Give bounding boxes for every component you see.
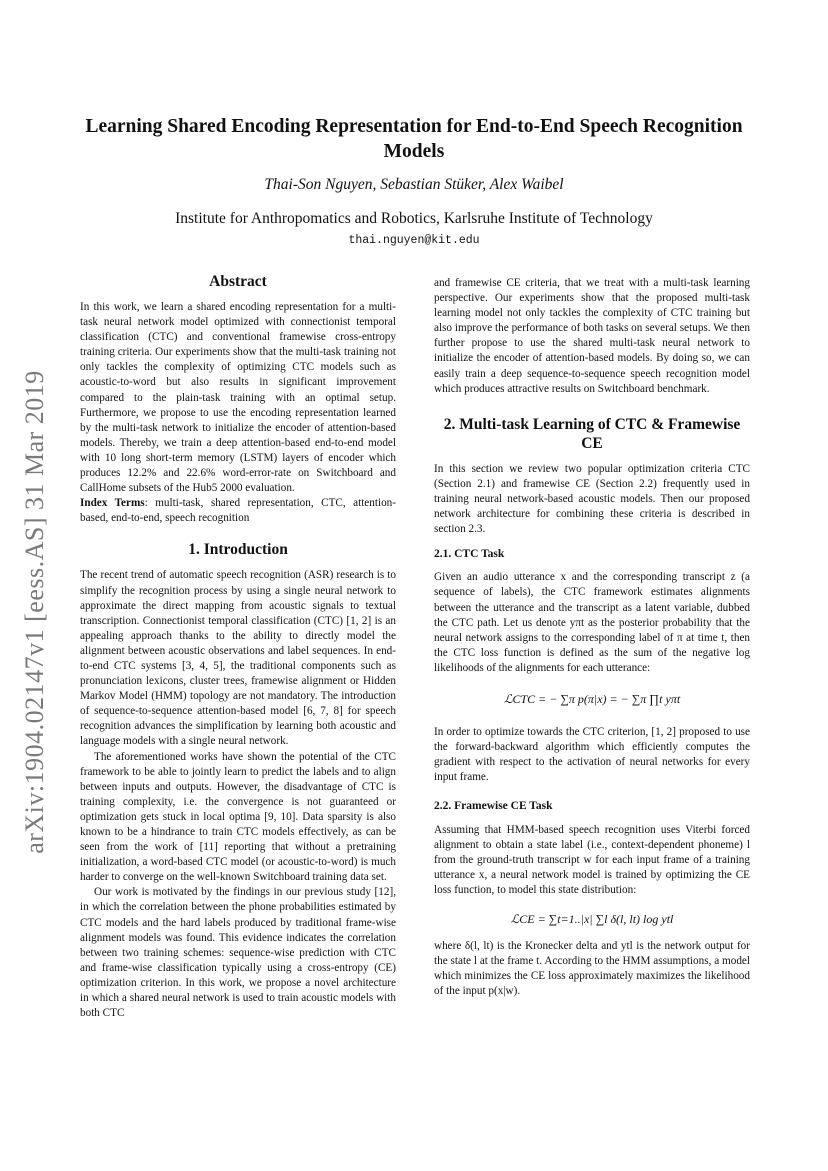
section-2-2-text: Assuming that HMM-based speech recognition uses Viterbi forced alignment to obtain a state label (i.e., context-dependent phoneme) l from the ground-truth transcript w for each input frame of a training utterance x, a neural network model is trained by optimizing the CE loss function, to model this state distribution: — [434, 823, 750, 896]
section-2-1-heading: 2.1. CTC Task — [434, 548, 505, 561]
section-2-text: In this section we review two popular optimization criteria CTC (Section 2.1) and framewise CE (Section 2.2) frequently used in training neural network-based acoustic models. Then our proposed network architecture for combining these criteria is described in section 2.3. — [434, 462, 750, 536]
section-2-2-after: where δ(l, lt) is the Kronecker delta and ytl is the network output for the state l at the frame t. According to the HMM assumptions, a model which minimizes the CE loss approximately maximizes the likelihood of the input p(x|w). — [434, 940, 750, 998]
section-2-2-heading: 2.2. Framewise CE Task — [434, 800, 553, 813]
section-2-1-text: Given an audio utterance x and the corresponding transcript z (a sequence of labels), the CTC framework estimates alignments between the utterance and the transcript as a latent variable, dubbed the CTC path. Let us denote yπt as the posterior probability that the neural network assigns to the corresponding label of π at time t, then the CTC loss function is defined as the sum of the negative log likelihoods of the alignments for each utterance: — [434, 571, 750, 674]
section-2-heading: 2. Multi-task Learning of CTC & Framewise CE — [443, 415, 741, 452]
abstract-heading: Abstract — [209, 273, 267, 290]
paper-title: Learning Shared Encoding Representation for End-to-End Speech Recognition Models — [85, 116, 743, 162]
arxiv-side-stamp — [10, 352, 60, 872]
paper-affiliation: Institute for Anthropomatics and Robotics, Karlsruhe Institute of Technology — [175, 210, 653, 227]
intro-continuation: and framewise CE criteria, that we treat with a multi-task learning perspective. Our experiments show that the proposed multi-task learning model not only tackles the complexity of CTC training but also improve the performance of both tasks on several setups. We then further propose to use the shared multi-task neural network to initialize the encoder of attention-based models. By doing so, we can easily train a deep sequence-to-sequence speech recognition model which produces attractive results on Switchboard benchmark. — [434, 277, 750, 395]
intro-heading: 1. Introduction — [188, 541, 288, 559]
intro-paragraph-1: The recent trend of automatic speech recognition (ASR) research is to simplify the recognition process by using a single neural network to approximate the direct mapping from acoustic signals to textual transcription. Connectionist temporal classification (CTC) [1, 2] is an appealing approach thanks to the ability to directly model the alignment between acoustic observations and label sequences. In end-to-end CTC systems [3, 4, 5], the traditional components such as pronunciation lexicons, cluster trees, framewise alignment or Hidden Markov Model (HMM) topology are not mandatory. The introduction of sequence-to-sequence attention-based model [6, 7, 8] for speech recognition advances the simplification by learning both acoustic and language models with a single neural network. — [80, 569, 396, 748]
paper-email: thai.nguyen@kit.edu — [348, 234, 480, 247]
right-column — [434, 276, 750, 999]
ce-loss-equation: ℒCE = ∑t=1..|x| ∑l δ(l, lt) log ytl — [510, 912, 674, 926]
arxiv-id: arXiv:1904.02147v1 [eess.AS] 31 Mar 2019 — [20, 370, 50, 854]
index-terms — [80, 496, 396, 526]
left-column — [80, 272, 396, 1021]
abstract-text: In this work, we learn a shared encoding representation for a multi-task neural network model optimized with connectionist temporal classification (CTC) and conventional framewise cross-entropy training criteria. Our experiments show that the multi-task training not only tackles the complexity of optimizing CTC models such as acoustic-to-word but also results in significant improvement compared to the plain-task training with an optimal setup. Furthermore, we propose to use the encoding representation learned by the multi-task network to initialize the encoder of attention-based models. Thereby, we train a deep attention-based end-to-end model with 10 long short-term memory (LSTM) layers of encoder which produces 12.2% and 22.6% word-error-rate on Switchboard and CallHome subsets of the Hub5 2000 evaluation. — [80, 301, 396, 495]
index-terms-text: : multi-task, shared representation, CTC, attention-based, end-to-end, speech recognition — [80, 497, 396, 525]
paper-authors: Thai-Son Nguyen, Sebastian Stüker, Alex Waibel — [264, 176, 564, 193]
index-terms-label: Index Terms — [80, 497, 145, 510]
ctc-loss-equation: ℒCTC = − ∑π p(π|x) = − ∑π ∏t yπt — [503, 691, 681, 706]
intro-paragraph-2: The aforementioned works have shown the potential of the CTC framework to be able to jointly learn to predict the labels and to align between inputs and outputs. However, the disadvantage of CTC is training complexity, i.e. the convergence is not guaranteed or optimization gets stuck in local optima [9, 10]. Data sparsity is also known to be a hindrance to train CTC models effectively, as can be seen from the work of [11] reporting that without a pretraining initialization, a word-based CTC model (or acoustic-to-word) is much harder to converge on the well-known Switchboard training data set. — [80, 750, 396, 884]
intro-paragraph-3: Our work is motivated by the findings in our previous study [12], in which the correlation between the phone probabilities estimated by CTC models and the hard labels produced by traditional frame-wise alignment models was found. This evidence indicates the correlation between two training schemes: sequence-wise prediction with CTC and frame-wise classification typically using a cross-entropy (CE) optimization criterion. In this work, we propose a novel architecture in which a shared neural network is used to train acoustic models with both CTC — [80, 886, 396, 1020]
section-2-1-after: In order to optimize towards the CTC criterion, [1, 2] proposed to use the forward-backward algorithm which efficiently computes the gradient with respect to the activation of neural networks for every input frame. — [434, 726, 750, 784]
